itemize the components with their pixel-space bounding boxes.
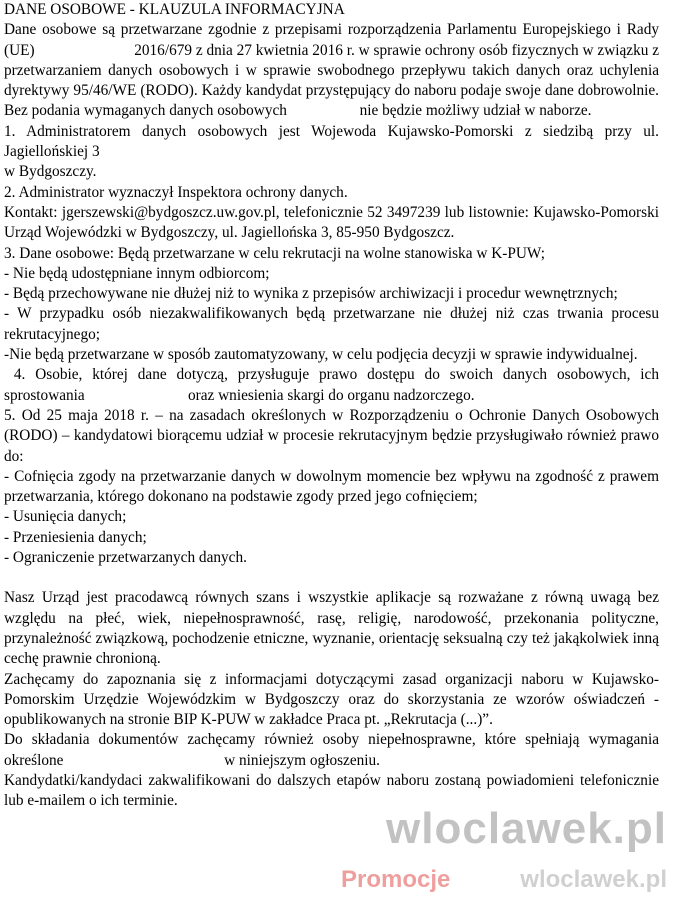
watermark-main: wloclawek.pl (386, 804, 667, 853)
item-5-bullet: - Ograniczenie przetwarzanych danych. (4, 549, 247, 567)
item-5-bullet: - Usunięcia danych; (4, 508, 127, 526)
item-1: 1. Administratorem danych osobowych jest Wojewoda Kujawsko-Pomorski z siedzibą przy ul. Jagiellońskiej 3 (4, 122, 659, 161)
item-3-bullet: - Nie będą udostępniane innym odbiorcom; (4, 264, 270, 282)
item-3: 3. Dane osobowe: Będą przetwarzane w celu rekrutacji na wolne stanowiska w K-PUW; (4, 244, 546, 262)
item-5-bullet: - Cofnięcia zgody na przetwarzanie danych w dowolnym momencie bez wpływu na zgodność z prawem przetwarzania, którego dokonano na podstawie zgody przed jego cofnięciem; (4, 467, 659, 506)
item-3-bullet: - W przypadku osób niezakwalifikowanych będą przetwarzane nie dłużej niż czas trwania procesu rekrutacyjnego; (4, 305, 659, 343)
watermark-site: wloclawek.pl (520, 866, 667, 893)
paragraph-gap (4, 568, 659, 588)
item-4: 4. Osobie, której dane dotyczą, przysługuje prawo dostępu do swoich danych osobowych, ich sprostowania oraz wniesienia skargi do organu nadzorczego. (4, 366, 663, 404)
qualified-candidates-paragraph: Kandydatki/kandydaci zakwalifikowani do dalszych etapów naboru zostaną powiadomieni telefonicznie lub e-mailem o ich terminie. (4, 771, 659, 810)
item-2: 2. Administrator wyznaczył Inspektora ochrony danych. (4, 183, 348, 201)
item-5-bullet: - Przeniesienia danych; (4, 528, 147, 546)
disabled-applicants-paragraph: Do składania dokumentów zachęcamy również osoby niepełnosprawne, które spełniają wymagania określone w niniejszym ogłoszeniu. (4, 731, 663, 769)
document-body (4, 0, 663, 812)
item-5: 5. Od 25 maja 2018 r. – na zasadach określonych w Rozporządzeniu o Ochronie Danych Osobowych (RODO) – kandydatowi biorącemu udział w procesie rekrutacyjnym będzie przysługiwało również prawo do: (4, 406, 659, 465)
document-title: DANE OSOBOWE - KLAUZULA INFORMACYJNA (4, 1, 345, 18)
encouragement-paragraph: Zachęcamy do zapoznania się z informacjami dotyczącymi zasad organizacji naboru w Kujawsko-Pomorskim Urzędzie Wojewódzkim w Bydgoszczy oraz do skorzystania ze wzorów oświadczeń - opublikowanych na stronie BIP K-PUW w zakładce Praca pt. „Rekrutacja (...)”. (4, 670, 659, 729)
watermark (337, 804, 667, 894)
item-3-bullet: -Nie będą przetwarzane w sposób zautomatyzowany, w celu podjęcia decyzji w sprawie indywidualnej. (4, 346, 638, 364)
contact-paragraph: Kontakt: jgerszewski@bydgoszcz.uw.gov.pl, telefonicznie 52 3497239 lub listownie: Kujawsko-Pomorski Urząd Wojewódzki w Bydgoszczy, ul. Jagiellońska 3, 85-950 Bydgoszcz. (4, 203, 659, 242)
watermark-sub: Promocje (341, 866, 451, 893)
equal-opportunity-paragraph: Nasz Urząd jest pracodawcą równych szans i wszystkie aplikacje są rozważane z równą uwagą bez względu na płeć, wiek, niepełnosprawność, rasę, religię, narodowość, przekonania polityczne, przynależność związkową, pochodzenie etniczne, wyznanie, orientację seksualną czy też jakąkolwiek inną cechę prawnie chronioną. (4, 589, 659, 668)
item-3-bullet: - Będą przechowywane nie dłużej niż to wynika z przepisów archiwizacji i procedur wewnętrznych; (4, 285, 618, 303)
item-1-city: w Bydgoszczy. (4, 163, 97, 181)
intro-paragraph: Dane osobowe są przetwarzane zgodnie z przepisami rozporządzenia Parlamentu Europejskiego i Rady (UE) 2016/679 z dnia 27 kwietnia 2016 r. w sprawie ochrony osób fizycznych w związku z przetwarzaniem danych osobowych i w sprawie swobodnego przepływu takich danych oraz uchylenia dyrektywy 95/46/WE (RODO). Każdy kandydat przystępujący do naboru podaje swoje dane dobrowolnie. Bez podania wymaganych danych osobowych nie będzie możliwy udział w naborze. (4, 21, 663, 120)
